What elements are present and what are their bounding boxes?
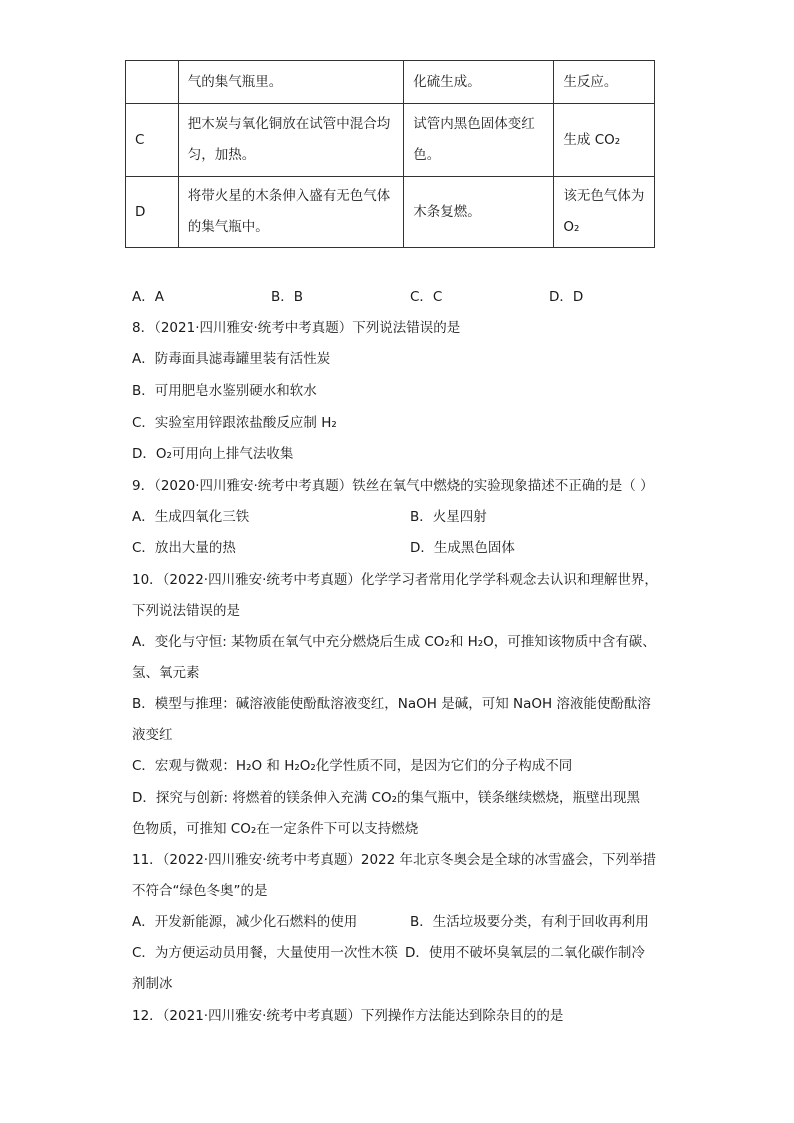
q10-stem-line1: 10．（2022·四川雅安·统考中考真题）化学学习者常用化学学科观念去认识和理解世界， <box>132 572 658 588</box>
q10-option-a[interactable]: A．变化与守恒: 某物质在氧气中充分燃烧后生成 CO₂和 H₂O，可推知该物质中含有碳、 <box>132 634 656 650</box>
q10-option-c[interactable]: C．宏观与微观：H₂O 和 H₂O₂化学性质不同，是因为它们的分子构成不同 <box>132 758 573 774</box>
experiment-table <box>125 60 655 248</box>
q10-option-b[interactable]: B．模型与推理：碱溶液能使酚酞溶液变红，NaOH 是碱，可知 NaOH 溶液能使酚酞溶 <box>132 696 651 712</box>
q8-option-c[interactable]: C．实验室用锌跟浓盐酸反应制 H₂ <box>132 415 337 431</box>
q11-option-c[interactable]: C．为方便运动员用餐，大量使用一次性木筷 <box>132 945 398 961</box>
q8-option-d[interactable]: D．O₂可用向上排气法收集 <box>132 446 294 462</box>
conclusion-cell: 该无色气体为O₂ <box>554 177 655 248</box>
operation-cell: 将带火星的木条伸入盛有无色气体的集气瓶中。 <box>178 177 404 248</box>
q7-option-c[interactable]: C．C <box>410 289 443 305</box>
row-label: D <box>126 177 179 248</box>
phenomenon-cell: 木条复燃。 <box>404 177 554 248</box>
q9-option-d[interactable]: D．生成黑色固体 <box>410 540 515 556</box>
q12-stem: 12．（2021·四川雅安·统考中考真题）下列操作方法能达到除杂目的的是 <box>132 1008 564 1024</box>
q11-option-d[interactable]: D．使用不破坏臭氧层的二氧化碳作制冷 <box>405 945 645 961</box>
phenomenon-cell: 试管内黑色固体变红色。 <box>404 104 554 177</box>
q11-option-b[interactable]: B．生活垃圾要分类，有利于回收再利用 <box>410 914 649 930</box>
q10-option-d[interactable]: D．探究与创新: 将燃着的镁条伸入充满 CO₂的集气瓶中，镁条继续燃烧，瓶壁出现黑 <box>132 790 640 806</box>
operation-cell: 气的集气瓶里。 <box>178 61 404 104</box>
q8-stem: 8．（2021·四川雅安·统考中考真题）下列说法错误的是 <box>132 320 461 336</box>
q10-option-a-cont: 氢、氧元素 <box>132 665 200 681</box>
operation-cell: 把木炭与氧化铜放在试管中混合均匀，加热。 <box>178 104 404 177</box>
q11-stem-line2: 不符合“绿色冬奥”的是 <box>132 883 268 899</box>
conclusion-cell: 生反应。 <box>554 61 655 104</box>
conclusion-cell: 生成 CO₂ <box>554 104 655 177</box>
q8-option-b[interactable]: B．可用肥皂水鉴别硬水和软水 <box>132 383 317 399</box>
q9-option-b[interactable]: B．火星四射 <box>410 509 487 525</box>
q11-option-a[interactable]: A．开发新能源，减少化石燃料的使用 <box>132 914 358 930</box>
table-row <box>126 104 655 177</box>
row-label: C <box>126 104 179 177</box>
q9-option-a[interactable]: A．生成四氧化三铁 <box>132 509 250 525</box>
q10-option-b-cont: 液变红 <box>132 727 173 743</box>
q9-stem: 9．（2020·四川雅安·统考中考真题）铁丝在氧气中燃烧的实验现象描述不正确的是（ ） <box>132 478 654 494</box>
q11-option-d-cont: 剂制冰 <box>132 976 173 992</box>
q10-option-d-cont: 色物质，可推知 CO₂在一定条件下可以支持燃烧 <box>132 821 419 837</box>
q7-option-b[interactable]: B．B <box>271 289 304 305</box>
q10-stem-line2: 下列说法错误的是 <box>132 603 240 619</box>
row-label <box>126 61 179 104</box>
q9-option-c[interactable]: C．放出大量的热 <box>132 540 236 556</box>
q8-option-a[interactable]: A．防毒面具滤毒罐里装有活性炭 <box>132 351 331 367</box>
phenomenon-cell: 化硫生成。 <box>404 61 554 104</box>
q7-option-d[interactable]: D．D <box>549 289 584 305</box>
q11-stem-line1: 11．（2022·四川雅安·统考中考真题）2022 年北京冬奥会是全球的冰雪盛会，下列举措 <box>132 852 657 868</box>
q7-option-a[interactable]: A．A <box>132 289 164 305</box>
table-row <box>126 177 655 248</box>
table-row <box>126 61 655 104</box>
